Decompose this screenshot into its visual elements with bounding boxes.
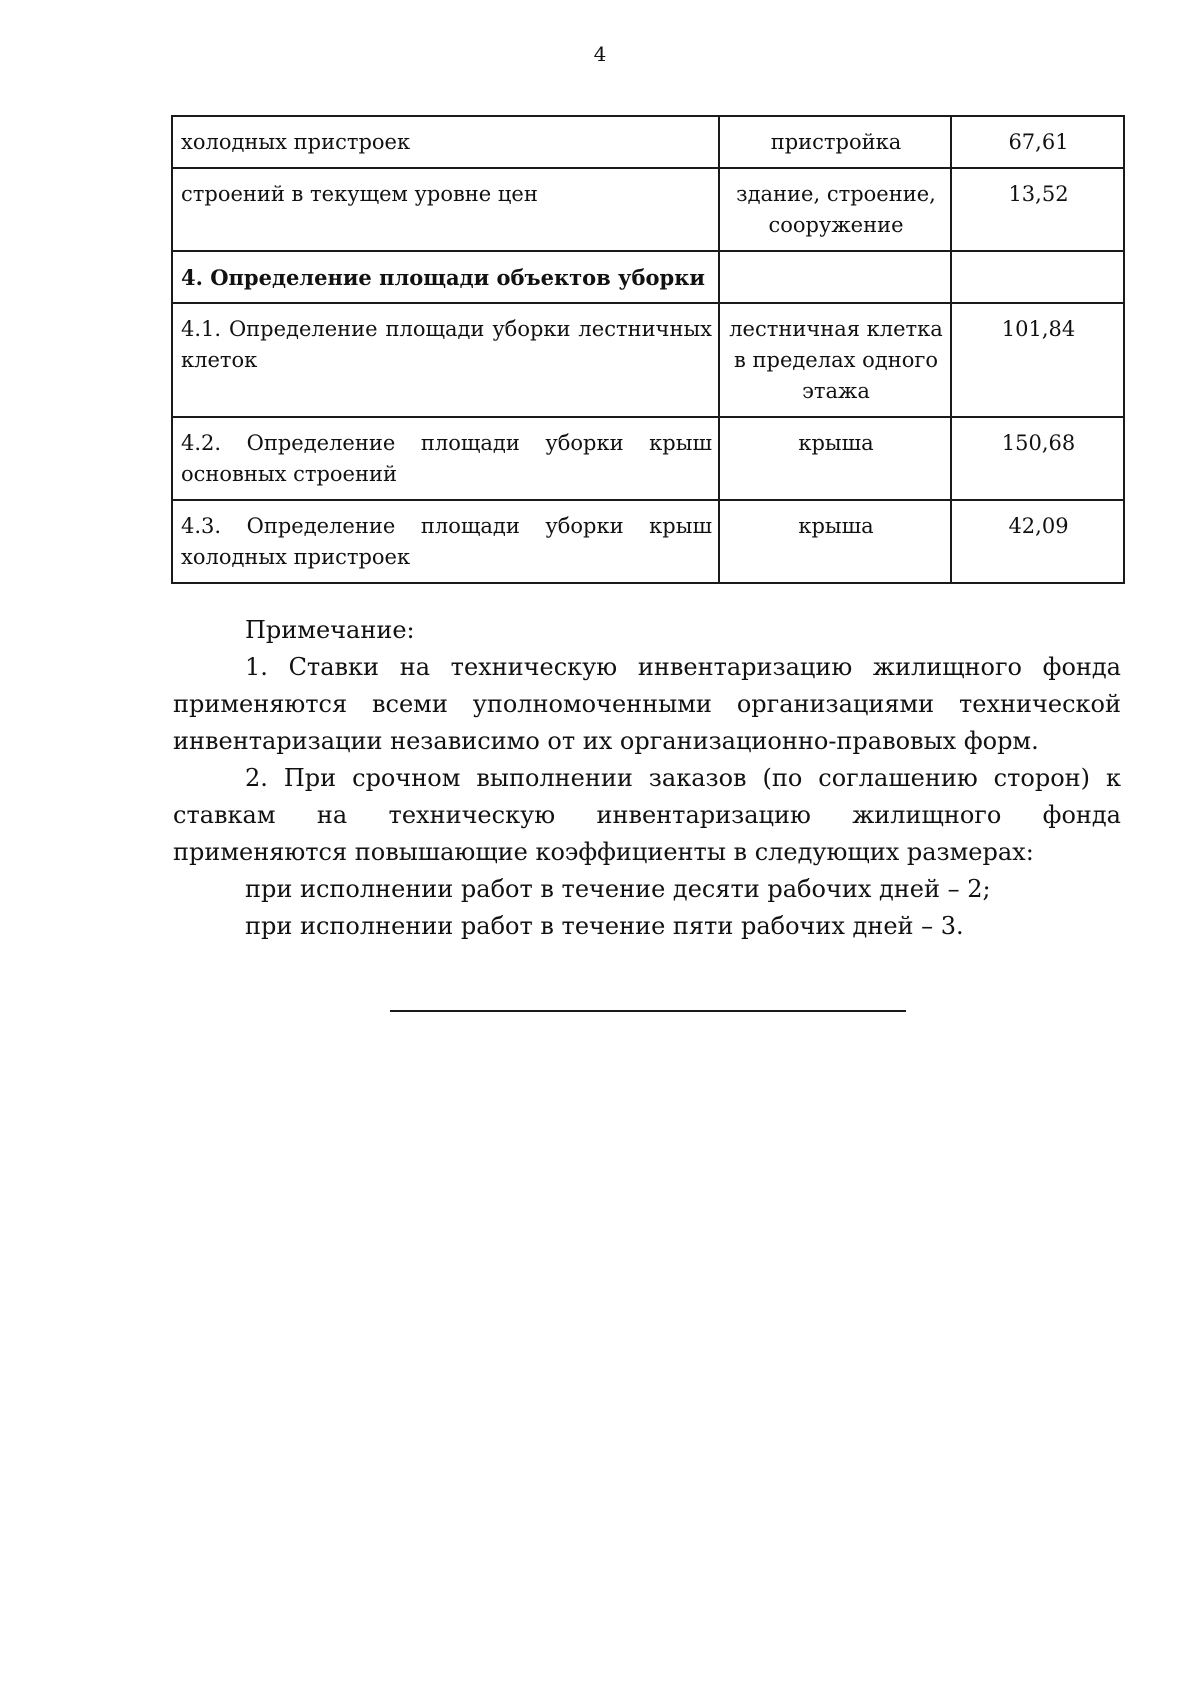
page-number: 4 xyxy=(593,42,607,66)
notes-heading: Примечание: xyxy=(245,616,415,644)
table-row xyxy=(172,251,1124,303)
row-name-cell: 4.3. Определение площади уборки крыш холодных пристроек xyxy=(172,500,719,583)
row-unit-cell: крыша xyxy=(719,500,951,583)
row-unit-cell: крыша xyxy=(719,417,951,500)
end-separator-line xyxy=(390,1010,906,1012)
table-row xyxy=(172,116,1124,168)
row-value-cell: 101,84 xyxy=(951,303,1124,417)
row-unit-cell xyxy=(719,251,951,303)
row-name-cell: 4. Определение площади объектов уборки xyxy=(172,251,719,303)
note-item-1: 1. Ставки на техническую инвентаризацию жилищного фонда применяются всеми уполномоченными организациями технической инвентаризации независимо от их организационно-правовых форм. xyxy=(173,653,1121,755)
table-row xyxy=(172,303,1124,417)
table-row xyxy=(172,500,1124,583)
rates-table xyxy=(171,115,1125,584)
row-value-cell: 150,68 xyxy=(951,417,1124,500)
table-row xyxy=(172,417,1124,500)
row-value-cell xyxy=(951,251,1124,303)
row-unit-cell: пристройка xyxy=(719,116,951,168)
notes-section xyxy=(173,612,1121,945)
row-unit-cell: лестничная клетка в пределах одного этажа xyxy=(719,303,951,417)
row-name-cell: строений в текущем уровне цен xyxy=(172,168,719,251)
row-name-cell: 4.2. Определение площади уборки крыш основных строений xyxy=(172,417,719,500)
table-row xyxy=(172,168,1124,251)
row-value-cell: 67,61 xyxy=(951,116,1124,168)
note-coefficient-ten-days: при исполнении работ в течение десяти рабочих дней – 2; xyxy=(245,875,991,903)
row-value-cell: 13,52 xyxy=(951,168,1124,251)
note-coefficient-five-days: при исполнении работ в течение пяти рабочих дней – 3. xyxy=(245,912,964,940)
row-value-cell: 42,09 xyxy=(951,500,1124,583)
row-unit-cell: здание, строение, сооружение xyxy=(719,168,951,251)
row-name-cell: холодных пристроек xyxy=(172,116,719,168)
row-name-cell: 4.1. Определение площади уборки лестничных клеток xyxy=(172,303,719,417)
note-item-2: 2. При срочном выполнении заказов (по соглашению сторон) к ставкам на техническую инвентаризацию жилищного фонда применяются повышающие коэффициенты в следующих размерах: xyxy=(173,764,1121,866)
rates-table-body xyxy=(172,116,1124,583)
